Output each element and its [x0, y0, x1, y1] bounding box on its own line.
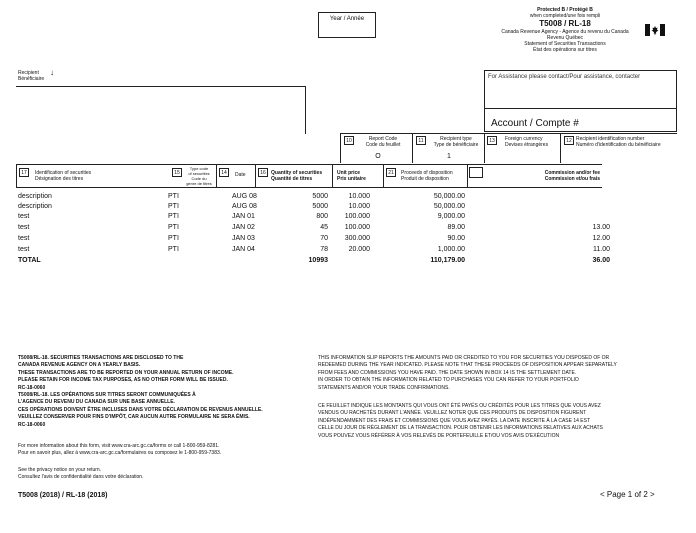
row-quantity: 5000	[312, 193, 328, 200]
row-date: JAN 01	[232, 213, 255, 220]
recipient-top-line	[16, 86, 306, 87]
row-quantity: 70	[320, 235, 328, 242]
account-label: Account / Compte #	[491, 118, 579, 129]
row-quantity: 800	[316, 213, 328, 220]
recipient-arrow: ↓	[50, 68, 54, 77]
col-15-label: Type code of securities Code du genre de titres	[186, 166, 212, 186]
row-proceeds: 50,000.00	[433, 203, 465, 210]
assistance-box	[484, 70, 677, 132]
row-description: test	[18, 246, 30, 253]
total-proceeds: 110,179.00	[430, 257, 465, 264]
row-proceeds: 9,000.00	[437, 213, 465, 220]
box-10-value: O	[375, 153, 381, 160]
col-21-number: 21	[386, 168, 396, 177]
footer-pagination[interactable]: < Page 1 of 2 >	[600, 490, 655, 499]
table-row	[0, 235, 696, 245]
box-12-label: Recipient identification number Numéro d'identification du bénéficiaire	[576, 136, 661, 148]
unit-price-divider	[383, 164, 384, 187]
box-10-divider	[412, 133, 413, 163]
row-commission: 12.00	[592, 235, 610, 242]
row-quantity: 45	[320, 224, 328, 231]
table-header-bottom	[16, 187, 602, 188]
footer-form-year: T5008 (2018) / RL-18 (2018)	[18, 492, 108, 499]
commission-label: Commission and/or fee Commission et/ou frais	[544, 170, 600, 182]
canada-flag-icon	[645, 24, 665, 36]
row-date: JAN 04	[232, 246, 255, 253]
col-16-label: Quantity of securities Quantité de titres	[271, 170, 323, 182]
row-proceeds: 1,000.00	[437, 246, 465, 253]
recipient-right-line	[305, 86, 306, 134]
col-21-extra-box	[469, 167, 483, 178]
title-en: Statement of Securities Transactions	[524, 41, 606, 47]
col-16-number: 16	[258, 168, 268, 177]
total-quantity: 10993	[308, 257, 328, 264]
row-description: test	[18, 235, 30, 242]
box-10-number: 10	[344, 136, 354, 145]
notes-left-privacy: See the privacy notice on your return. Consultez l'avis de confidentialité dans votre déclaration.	[18, 467, 144, 480]
row-unit-price: 10.000	[348, 203, 370, 210]
row-date: JAN 03	[232, 235, 255, 242]
when-completed-label: when completed/une fois rempli	[529, 13, 601, 19]
row-unit-price: 100.000	[344, 224, 370, 231]
notes-left-more-info: For more information about this form, visit www.cra-arc.gc.ca/forms or call 1-800-959-8281. Pour en savoir plus, allez à www.cra-arc.gc.ca/formulaires ou composez le 1-800-959-7383.	[18, 443, 222, 456]
box-11-value: 1	[447, 153, 451, 160]
box-12-number: 12	[564, 136, 574, 145]
box-11-label: Recipient type Type de bénéficiaire	[433, 136, 479, 148]
col-17-number: 17	[19, 168, 29, 177]
recipient-label: Recipient Bénéficiaire	[18, 70, 45, 82]
assistance-label: For Assistance please contact/Pour assistance, contacter	[488, 74, 641, 80]
assistance-divider	[485, 108, 676, 109]
boxes-row-top	[340, 133, 677, 134]
table-row	[0, 203, 696, 213]
row-unit-price: 10.000	[348, 193, 370, 200]
boxes-row-left	[340, 133, 341, 163]
col-14-number: 14	[219, 168, 229, 177]
col-14-label: Date	[235, 172, 246, 178]
row-type: PTI	[168, 213, 179, 220]
form-code: T5008 / RL-18	[539, 19, 591, 28]
table-header-left	[16, 164, 17, 187]
col-15-number: 15	[172, 168, 182, 177]
col-17-label: Identification of securities Désignation des titres	[35, 170, 92, 182]
row-date: AUG 08	[232, 203, 257, 210]
table-row	[0, 193, 696, 203]
total-label: TOTAL	[18, 257, 41, 264]
notes-left-disclosure: T5008/RL-18. SECURITIES TRANSACTIONS ARE DISCLOSED TO THE CANADA REVENUE AGENCY ON A YEARLY BASIS. THESE TRANSACTIONS ARE TO BE REPORTED ON YOUR ANNUAL RETURN OF INCOME. PLEASE RETAIN FOR INCOME TAX PURPOSES, AS NO OTHER FORM WILL BE ISSUED. RC-18-0060 T5008/RL-18. LES OPÉRATIONS SUR TITRES SERONT COMMUNIQUÉES À L'AGENCE DU REVENU DU CANADA SUR UNE BASE ANNUELLE. CES OPÉRATIONS DOIVENT ÊTRE INCLUSES DANS VOTRE DÉCLARATION DE REVENUS ANNUELLE. VEUILLEZ CONSERVER POUR FINS D'IMPÔT, CAR AUCUN AUTRE FORMULAIRE NE SERA ÉMIS. RC-18-0060	[18, 355, 263, 428]
row-commission: 13.00	[592, 224, 610, 231]
table-row	[0, 213, 696, 223]
row-type: PTI	[168, 224, 179, 231]
box-13-label: Foreign currency Devises étrangères	[505, 136, 549, 148]
header-block	[490, 7, 640, 53]
row-description: test	[18, 213, 30, 220]
total-row	[0, 257, 696, 267]
row-commission: 11.00	[593, 246, 610, 253]
row-quantity: 5000	[312, 203, 328, 210]
row-type: PTI	[168, 235, 179, 242]
box-11-number: 11	[416, 136, 426, 145]
row-proceeds: 50,000.00	[433, 193, 465, 200]
row-proceeds: 90.00	[447, 235, 465, 242]
agency-names: Canada Revenue Agency - Agence du revenu du Canada	[501, 29, 629, 35]
unit-price-label: Unit price Prix unitaire	[337, 170, 366, 182]
box-13-number: 13	[487, 136, 497, 145]
revenu-quebec: Revenu Québec	[546, 35, 584, 41]
row-unit-price: 20.000	[348, 246, 370, 253]
row-type: PTI	[168, 246, 179, 253]
protected-label: Protected B / Protégé B	[537, 7, 593, 13]
row-unit-price: 100.000	[344, 213, 370, 220]
col-16-divider	[332, 164, 333, 187]
notes-right-fr: CE FEUILLET INDIQUE LES MONTANTS QUI VOUS ONT ÉTÉ PAYÉS OU CRÉDITÉS POUR LES TITRES QUE VOUS AVEZ VENDUS OU RACHETÉS DURANT L'ANNÉE. VEUILLEZ NOTER QUE CES PRODUITS DE DISPOSITION FIGURENT INDÉPENDAMMENT DES FRAIS ET COMMISSIONS QUE VOUS AVEZ PAYÉS. LA DATE INSCRITE À LA CASE 14 EST CELLE DU JOUR DE RÈGLEMENT DE LA TRANSACTION. POUR OBTENIR LES INFORMATIONS RELATIVES AUX ACHATS VOUS POUVEZ VOUS RÉFÉRER À VOS RELEVÉS DE PORTEFEUILLE ET/OU VOS AVIS D'EXÉCUTION	[318, 403, 603, 439]
row-type: PTI	[168, 193, 179, 200]
table-header-top	[16, 164, 602, 165]
col-14-divider	[255, 164, 256, 187]
table-row	[0, 246, 696, 256]
row-proceeds: 89.00	[447, 224, 465, 231]
year-label: Year / Année	[329, 16, 365, 22]
row-description: description	[18, 193, 52, 200]
col-21-label: Proceeds of disposition Produit de disposition	[401, 170, 453, 182]
row-date: AUG 08	[232, 193, 257, 200]
row-type: PTI	[168, 203, 179, 210]
row-unit-price: 300.000	[344, 235, 370, 242]
row-quantity: 78	[320, 246, 328, 253]
row-description: description	[18, 203, 52, 210]
table-row	[0, 224, 696, 234]
box-13-divider	[560, 133, 561, 163]
title-fr: État des opérations sur titres	[533, 47, 597, 53]
box-10-label: Report Code Code du feuillet	[365, 136, 401, 148]
year-box	[318, 12, 376, 38]
col-15-divider	[216, 164, 217, 187]
row-description: test	[18, 224, 30, 231]
row-date: JAN 02	[232, 224, 255, 231]
col-21-divider	[467, 164, 468, 187]
notes-right-en: THIS INFORMATION SLIP REPORTS THE AMOUNTS PAID OR CREDITED TO YOU FOR SECURITIES YOU DISPOSED OF OR REDEEMED DURING THE YEAR INDICATED. PLEASE NOTE THAT THESE PROCEEDS OF DISPOSITION APPEAR SEPARATELY FROM FEES AND COMMISSIONS YOU HAVE PAID. THE DATE SHOWN IN BOX 14 IS THE SETTLEMENT DATE. IN ORDER TO OBTAIN THE INFORMATION RELATED TO PURCHASES YOU CAN REFER TO YOUR PORTFOLIO STATEMENTS AND/OR YOUR TRADE CONFIRMATIONS.	[318, 355, 617, 391]
total-commission: 36.00	[592, 257, 610, 264]
box-11-divider	[484, 133, 485, 163]
